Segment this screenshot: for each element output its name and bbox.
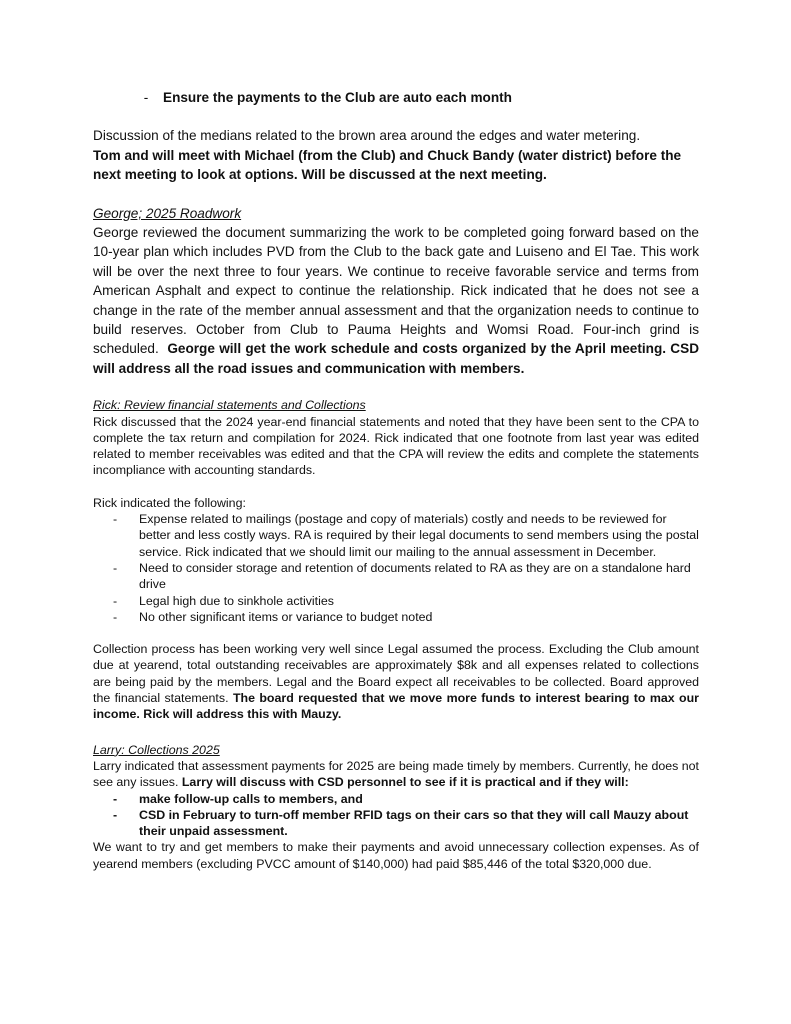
- roadwork-heading: George; 2025 Roadwork: [93, 205, 242, 221]
- bullet-dash: -: [113, 791, 118, 806]
- list-item: [113, 560, 699, 593]
- financial-list: [93, 511, 699, 625]
- list-item-text: CSD in February to turn-off member RFID tags on their cars so that they will call Mauzy about their unpaid assessment.: [139, 807, 689, 839]
- bullet-dash: -: [143, 90, 149, 105]
- top-bullet: [93, 88, 699, 107]
- list-item: [113, 593, 699, 609]
- list-item-text: Expense related to mailings (postage and copy of materials) costly and needs to be reviewed for better and less costly ways. RA is required by their legal documents to send members using the postal service. Rick indicated that we should limit our mailing to the annual assessment in December.: [139, 512, 699, 559]
- bullet-dash: -: [113, 807, 118, 822]
- financial-heading: Rick: Review financial statements and Collections: [93, 398, 366, 413]
- list-item-text: Need to consider storage and retention of documents related to RA as they are on a standalone hard drive: [139, 560, 691, 592]
- collections-text: Larry indicated that assessment payments for 2025 are being made timely by members. Currently, he does not see any issues.: [93, 758, 699, 790]
- roadwork-section: [93, 204, 699, 379]
- financial-section: [93, 397, 699, 722]
- collection-action: The board requested that we move more funds to interest bearing to max our income. Rick will address this with Mauzy.: [93, 691, 700, 722]
- bullet-dash: -: [113, 512, 118, 527]
- list-item-text: Legal high due to sinkhole activities: [139, 593, 334, 608]
- collection-process: [93, 641, 699, 722]
- financial-text: Rick discussed that the 2024 year-end financial statements and noted that they have been sent to the CPA to complete the tax return and compilation for 2024. Rick indicated that one footnote from last year was edited related to member receivables was edited and that the CPA will review the edits and complete the statements incompliance with accounting standards.: [93, 414, 699, 478]
- roadwork-text: George reviewed the document summarizing the work to be completed going forward based on the 10-year plan which includes PVD from the Club to the back gate and Luiseno and El Tae. This work will be over the next three to four years. We continue to receive favorable service and terms from American Asphalt and expect to continue the relationship. Rick indicated that he does not see a change in the rate of the member annual assessment and that the organization needs to continue to build reserves. October from Club to Pauma Heights and Womsi Road. Four-inch grind is scheduled.: [93, 225, 699, 357]
- bullet-dash: -: [113, 609, 118, 624]
- top-bullet-text: Ensure the payments to the Club are auto each month: [163, 90, 512, 105]
- roadwork-action: George will get the work schedule and costs organized by the April meeting. CSD will address all the road issues and communication with members.: [93, 341, 700, 376]
- medians-action: Tom and will meet with Michael (from the Club) and Chuck Bandy (water district) before the next meeting to look at options. Will be discussed at the next meeting.: [93, 147, 682, 183]
- collections-closing: We want to try and get members to make their payments and avoid unnecessary collection expenses. As of yearend members (excluding PVCC amount of $140,000) had paid $85,446 of the total $320,000 due.: [93, 840, 699, 871]
- collection-text: Collection process has been working very well since Legal assumed the process. Excluding the Club amount due at yearend, total outstanding receivables are approximately $8k and all expenses related to collections are being paid by the members. Legal and the Board expect all receivables to be collected. Board approved the financial statements.: [93, 642, 699, 706]
- document-page: [93, 88, 699, 872]
- bullet-dash: -: [113, 593, 118, 608]
- medians-section: [93, 126, 699, 184]
- roadwork-body: [93, 223, 699, 378]
- list-item: [113, 807, 699, 840]
- bullet-dash: -: [113, 560, 118, 575]
- collections-action: Larry will discuss with CSD personnel to see if it is practical and if they will:: [181, 775, 629, 790]
- collections-heading: Larry: Collections 2025: [93, 742, 220, 757]
- collections-list: [93, 791, 699, 840]
- list-item: [113, 511, 699, 560]
- medians-text: Discussion of the medians related to the brown area around the edges and water metering.: [93, 128, 641, 144]
- list-item-text: make follow-up calls to members, and: [139, 791, 363, 806]
- collections-section: [93, 742, 699, 872]
- list-item-text: No other significant items or variance to budget noted: [139, 609, 433, 624]
- collections-body: [93, 758, 699, 791]
- list-item: [113, 791, 699, 807]
- financial-intro: Rick indicated the following:: [93, 495, 246, 510]
- list-item: [113, 609, 699, 625]
